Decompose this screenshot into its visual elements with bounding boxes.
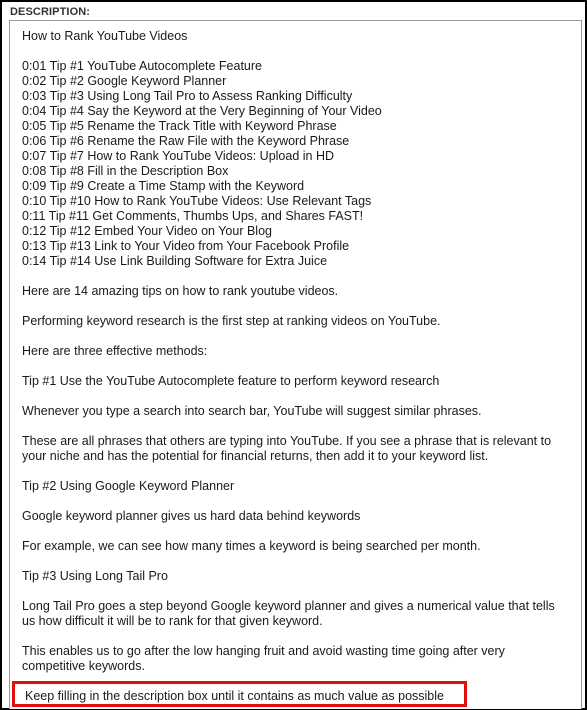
paragraph: Tip #2 Using Google Keyword Planner	[22, 479, 235, 493]
blank-line	[22, 419, 581, 434]
paragraph: Tip #3 Using Long Tail Pro	[22, 569, 168, 583]
timestamp-line: 0:06 Tip #6 Rename the Raw File with the Keyword Phrase	[22, 134, 350, 148]
blank-line	[22, 554, 581, 569]
timestamp-line: 0:09 Tip #9 Create a Time Stamp with the Keyword	[22, 179, 305, 193]
paragraph: This enables us to go after the low hanging fruit and avoid wasting time going after very competitive keywords.	[22, 644, 505, 673]
paragraph: Whenever you type a search into search bar, YouTube will suggest similar phrases.	[22, 404, 482, 418]
blank-line	[22, 629, 581, 644]
timestamp-line: 0:11 Tip #11 Get Comments, Thumbs Ups, and Shares FAST!	[22, 209, 364, 223]
timestamp-line: 0:12 Tip #12 Embed Your Video on Your Blog	[22, 224, 272, 238]
blank-line	[22, 524, 581, 539]
timestamp-line: 0:05 Tip #5 Rename the Track Title with Keyword Phrase	[22, 119, 337, 133]
paragraph: For example, we can see how many times a keyword is being searched per month.	[22, 539, 481, 553]
highlighted-line: Keep filling in the description box until it contains as much value as possible	[25, 689, 444, 703]
paragraph: Tip #1 Use the YouTube Autocomplete feature to perform keyword research	[22, 374, 440, 388]
blank-line	[22, 299, 581, 314]
paragraph: Google keyword planner gives us hard data behind keywords	[22, 509, 361, 523]
blank-line	[22, 464, 581, 479]
paragraph: Long Tail Pro goes a step beyond Google keyword planner and gives a numerical value that tells us how difficult it will be to rank for that given keyword.	[22, 599, 555, 628]
description-textarea[interactable]	[9, 20, 582, 709]
timestamp-line: 0:01 Tip #1 YouTube Autocomplete Feature	[22, 59, 262, 73]
timestamp-line: 0:03 Tip #3 Using Long Tail Pro to Assess Ranking Difficulty	[22, 89, 353, 103]
blank-line	[22, 494, 581, 509]
paragraph: Here are 14 amazing tips on how to rank youtube videos.	[22, 284, 339, 298]
timestamp-line: 0:08 Tip #8 Fill in the Description Box	[22, 164, 229, 178]
timestamp-line: 0:07 Tip #7 How to Rank YouTube Videos: Upload in HD	[22, 149, 335, 163]
section-label: DESCRIPTION:	[10, 6, 91, 18]
paragraph: These are all phrases that others are typing into YouTube. If you see a phrase that is relevant to your niche and has the potential for financial returns, then add it to your keyword list.	[22, 434, 552, 463]
blank-line	[22, 359, 581, 374]
timestamp-line: 0:13 Tip #13 Link to Your Video from Your Facebook Profile	[22, 239, 350, 253]
timestamp-line: 0:04 Tip #4 Say the Keyword at the Very Beginning of Your Video	[22, 104, 382, 118]
paragraph: Here are three effective methods:	[22, 344, 208, 358]
timestamp-line: 0:02 Tip #2 Google Keyword Planner	[22, 74, 227, 88]
paragraph: Performing keyword research is the first step at ranking videos on YouTube.	[22, 314, 441, 328]
blank-line	[22, 269, 581, 284]
blank-line	[22, 329, 581, 344]
blank-line	[22, 389, 581, 404]
blank-line	[22, 584, 581, 599]
blank-line	[22, 44, 581, 59]
description-title: How to Rank YouTube Videos	[22, 29, 188, 43]
timestamp-line: 0:14 Tip #14 Use Link Building Software for Extra Juice	[22, 254, 328, 268]
highlight-box	[12, 681, 467, 707]
timestamp-line: 0:10 Tip #10 How to Rank YouTube Videos: Use Relevant Tags	[22, 194, 372, 208]
